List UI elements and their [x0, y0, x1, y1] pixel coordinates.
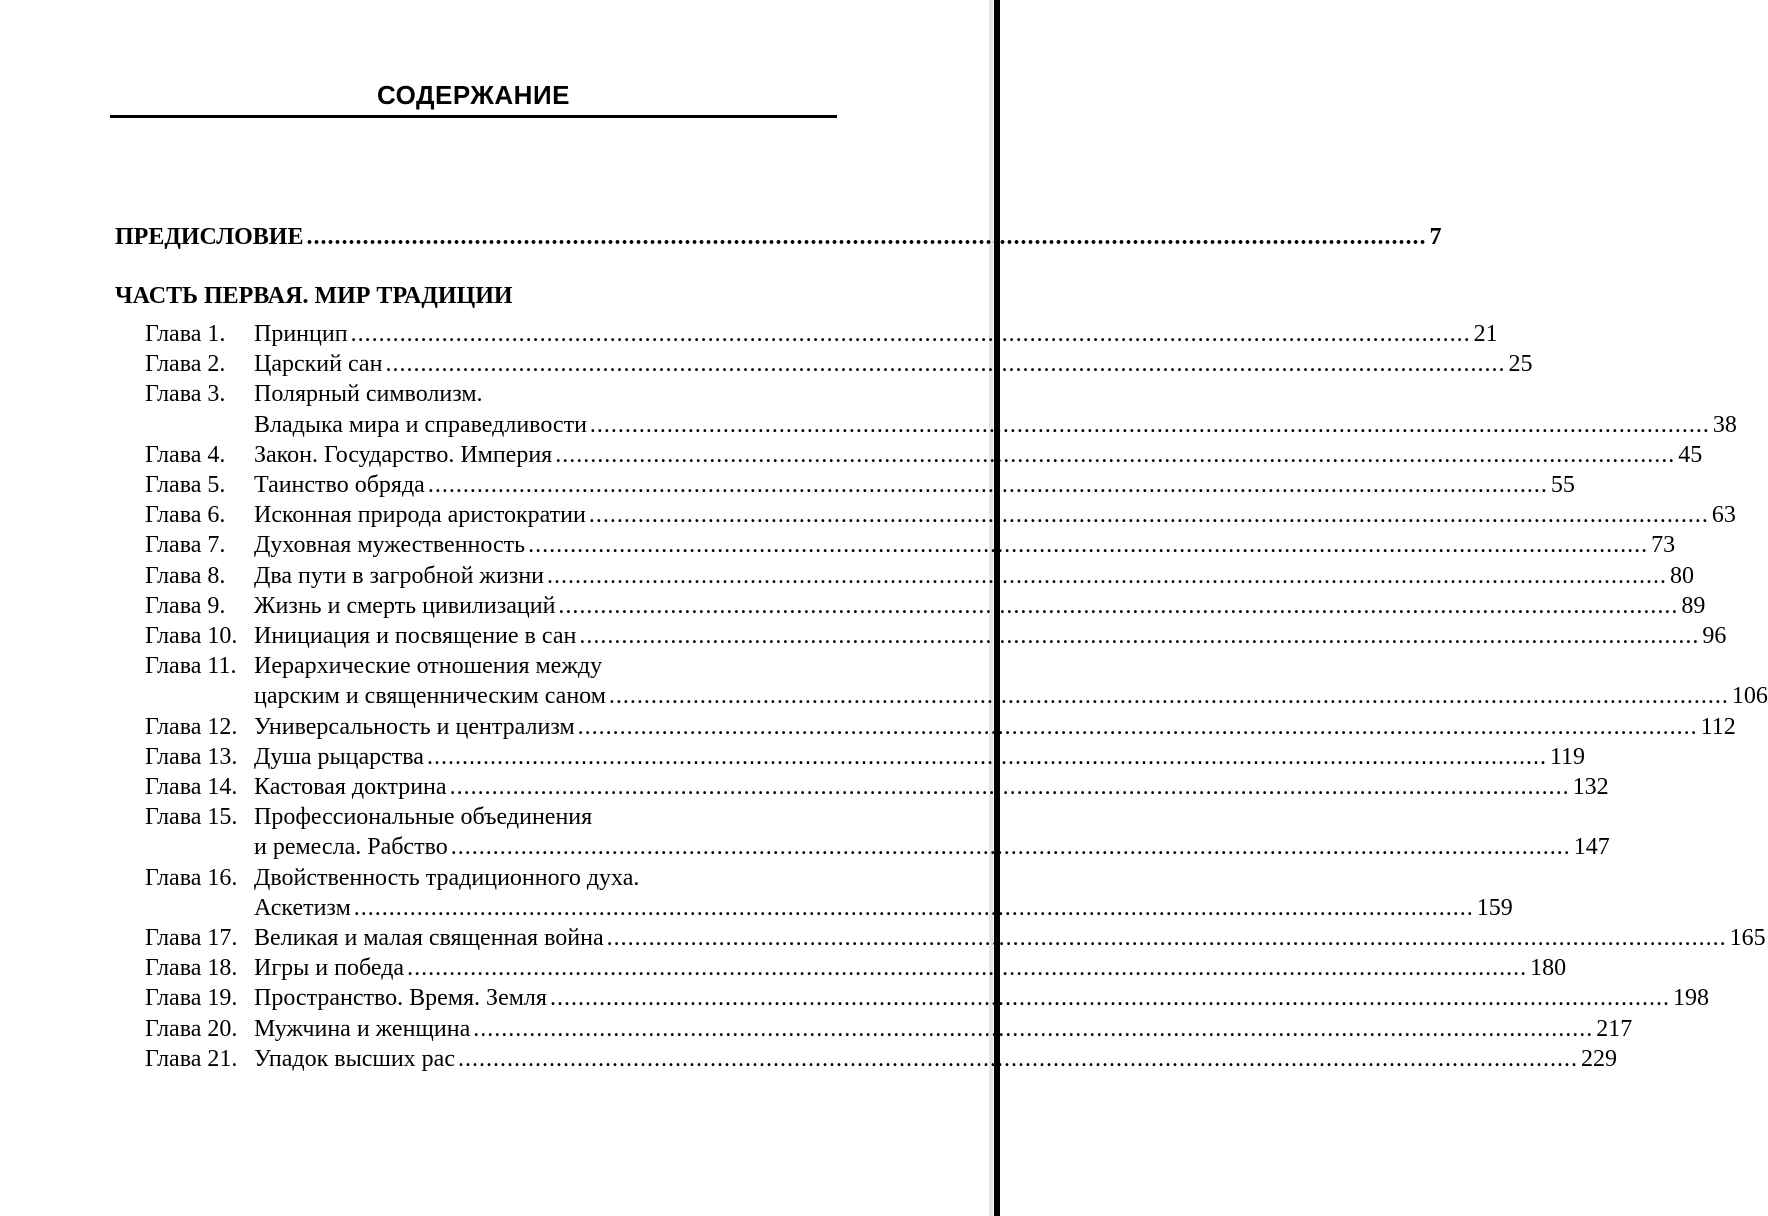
chapter-number: Глава 19. [145, 985, 238, 1012]
toc-entry-chapter[interactable] [254, 319, 1498, 349]
chapter-number: Глава 4. [145, 441, 226, 468]
chapter-title-line1: Полярный символизм. [254, 381, 483, 408]
toc-entry-chapter[interactable] [254, 561, 1695, 591]
dot-leader: ................................................................................................................................................................ [306, 224, 1427, 250]
chapter-number: Глава 11. [145, 653, 237, 680]
toc-entry-page: 112 [1700, 713, 1736, 740]
dot-leader: ................................................................................................................................................................ [528, 532, 1649, 559]
toc-entry-page: 180 [1530, 955, 1567, 982]
chapter-number: Глава 21. [145, 1045, 238, 1072]
toc-entry-page: 25 [1508, 351, 1533, 378]
toc-entry-chapter[interactable] [254, 410, 1737, 440]
chapter-number: Глава 1. [145, 321, 226, 347]
toc-entry-page: 147 [1573, 834, 1610, 861]
toc-entry-title: Инициация и посвящение в сан [254, 623, 577, 649]
dot-leader: ................................................................................................................................................................ [589, 411, 1710, 438]
chapter-number: Глава 20. [145, 1015, 238, 1042]
chapter-number: Глава 16. [145, 864, 238, 891]
toc-entry-title: Аскетизм [254, 894, 351, 921]
toc-entry-chapter[interactable] [254, 681, 1768, 711]
chapter-number: Глава 13. [145, 743, 238, 770]
chapter-number: Глава 5. [145, 472, 226, 498]
dot-leader: ................................................................................................................................................................ [426, 743, 1547, 770]
toc-entry-title: царским и священническим саном [254, 683, 606, 710]
toc-entry-page: 80 [1670, 562, 1695, 589]
toc-entry-page: 73 [1651, 532, 1676, 559]
toc-entry-title: Жизнь и смерть цивилизаций [254, 592, 556, 619]
chapter-title-line1: Двойственность традиционного духа. [254, 864, 640, 891]
dot-leader: ................................................................................................................................................................ [588, 502, 1709, 529]
toc-entry-chapter[interactable] [254, 742, 1586, 772]
toc-entry-page: 217 [1596, 1015, 1633, 1042]
dot-leader: ................................................................................................................................................................ [350, 321, 1471, 347]
toc-entry-page: 106 [1731, 683, 1768, 710]
toc-entry-page: 119 [1549, 743, 1586, 770]
toc-entry-title: Упадок высших рас [254, 1045, 455, 1072]
toc-entry-chapter[interactable] [254, 953, 1567, 983]
part-heading: ЧАСТЬ ПЕРВАЯ. МИР ТРАДИЦИИ [115, 283, 513, 309]
page-title: СОДЕРЖАНИЕ [377, 80, 570, 110]
toc-entry-title: и ремесла. Рабство [254, 834, 448, 861]
chapter-number: Глава 17. [145, 925, 238, 951]
toc-entry-chapter[interactable] [254, 1014, 1633, 1044]
toc-entry-chapter[interactable] [254, 500, 1736, 530]
dot-leader: ................................................................................................................................................................ [555, 441, 1676, 468]
dot-leader: ................................................................................................................................................................ [385, 351, 1506, 378]
dot-leader: ................................................................................................................................................................ [353, 894, 1474, 921]
toc-entry-page: 229 [1581, 1045, 1617, 1072]
toc-entry-chapter[interactable] [254, 440, 1703, 470]
toc-entry-chapter[interactable] [254, 832, 1610, 862]
toc-entry-preface[interactable] [115, 222, 1442, 252]
toc-entry-title: Мужчина и женщина [254, 1015, 471, 1042]
title-underline [110, 115, 837, 118]
toc-entry-chapter[interactable] [254, 591, 1706, 621]
dot-leader: ................................................................................................................................................................ [558, 592, 1679, 619]
dot-leader: ................................................................................................................................................................ [458, 1045, 1578, 1072]
toc-entry-chapter[interactable] [254, 983, 1709, 1013]
toc-entry-title: Духовная мужественность [254, 532, 526, 559]
chapter-number: Глава 14. [145, 774, 238, 800]
toc-entry-title: Царский сан [254, 351, 383, 378]
toc-entry-title: Исконная природа аристократии [254, 502, 586, 529]
toc-entry-page: 7 [1429, 224, 1442, 250]
chapter-number: Глава 12. [145, 713, 238, 740]
dot-leader: ................................................................................................................................................................ [579, 623, 1700, 649]
toc-entry-title: ПРЕДИСЛОВИЕ [115, 224, 304, 250]
toc-entry-page: 96 [1702, 623, 1727, 649]
chapter-number: Глава 15. [145, 804, 238, 831]
toc-entry-chapter[interactable] [254, 470, 1575, 500]
dot-leader: ................................................................................................................................................................ [606, 925, 1727, 951]
toc-entry-title: Два пути в загробной жизни [254, 562, 545, 589]
toc-entry-page: 132 [1572, 774, 1609, 800]
toc-entry-chapter[interactable] [254, 893, 1513, 923]
toc-entry-chapter[interactable] [254, 923, 1766, 953]
toc-entry-page: 63 [1711, 502, 1736, 529]
chapter-number: Глава 6. [145, 502, 226, 529]
chapter-title-line1: Профессиональные объединения [254, 804, 593, 831]
chapter-number: Глава 2. [145, 351, 226, 378]
toc-entry-chapter[interactable] [254, 349, 1533, 379]
toc-entry-page: 55 [1550, 472, 1575, 498]
toc-entry-title: Таинство обряда [254, 472, 425, 498]
toc-entry-page: 21 [1473, 321, 1498, 347]
dot-leader: ................................................................................................................................................................ [449, 774, 1570, 800]
chapter-number: Глава 18. [145, 955, 238, 982]
chapter-title-line1: Иерархические отношения между [254, 653, 603, 680]
dot-leader: ................................................................................................................................................................ [427, 472, 1548, 498]
toc-entry-title: Закон. Государство. Империя [254, 441, 553, 468]
toc-entry-title: Владыка мира и справедливости [254, 411, 587, 438]
toc-entry-page: 159 [1476, 894, 1513, 921]
toc-entry-page: 165 [1729, 925, 1766, 951]
toc-entry-title: Универсальность и централизм [254, 713, 575, 740]
dot-leader: ................................................................................................................................................................ [577, 713, 1698, 740]
toc-entry-chapter[interactable] [254, 1044, 1617, 1074]
toc-entry-page: 45 [1678, 441, 1703, 468]
chapter-number: Глава 7. [145, 532, 226, 559]
toc-entry-title: Кастовая доктрина [254, 774, 447, 800]
toc-entry-chapter[interactable] [254, 712, 1736, 742]
chapter-number: Глава 3. [145, 381, 226, 408]
toc-entry-page: 38 [1712, 411, 1737, 438]
toc-entry-title: Игры и победа [254, 955, 405, 982]
toc-entry-chapter[interactable] [254, 621, 1727, 651]
dot-leader: ................................................................................................................................................................ [473, 1015, 1594, 1042]
dot-leader: ................................................................................................................................................................ [450, 834, 1571, 861]
chapter-number: Глава 9. [145, 592, 226, 619]
toc-entry-chapter[interactable] [254, 772, 1609, 802]
toc-entry-title: Пространство. Время. Земля [254, 985, 547, 1012]
toc-entry-title: Душа рыцарства [254, 743, 424, 770]
dot-leader: ................................................................................................................................................................ [549, 985, 1670, 1012]
dot-leader: ................................................................................................................................................................ [608, 683, 1729, 710]
chapter-number: Глава 10. [145, 623, 238, 649]
dot-leader: ................................................................................................................................................................ [407, 955, 1528, 982]
dot-leader: ................................................................................................................................................................ [547, 562, 1668, 589]
toc-entry-chapter[interactable] [254, 530, 1676, 560]
toc-entry-page: 198 [1672, 985, 1709, 1012]
toc-entry-title: Принцип [254, 321, 348, 347]
toc-entry-page: 89 [1681, 592, 1706, 619]
toc-entry-title: Великая и малая священная война [254, 925, 604, 951]
chapter-number: Глава 8. [145, 562, 226, 589]
